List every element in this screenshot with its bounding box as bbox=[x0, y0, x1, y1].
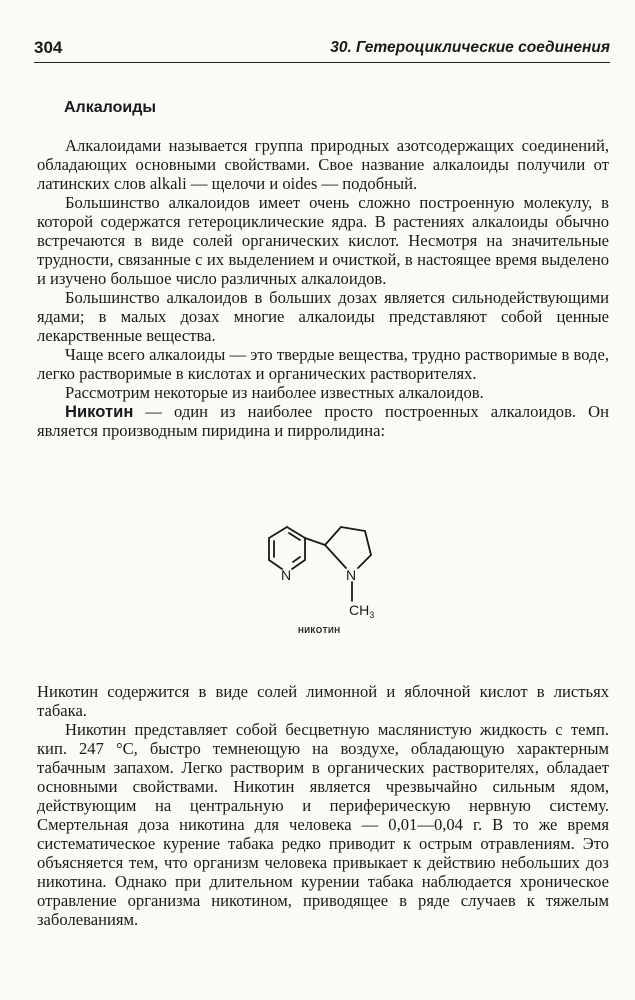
paragraph-structure: Большинство алкалоидов имеет очень сложно построенную молекулу, в которой содержатся гетероциклические ядра. В растениях алкалоиды обычно встречаются в виде солей органических кислот. Несмотря на значительные трудности, связанные с их выделением и очисткой, в настоящее время выделено и изучено большое число различных алкалоидов. bbox=[37, 193, 609, 288]
paragraph-definition: Алкалоидами называется группа природных азотсодержащих соединений, обладающих основными свойствами. Свое название алкалоиды получили от латинских слов alkali — щелочи и oides — подобный. bbox=[37, 136, 609, 193]
methyl-label bbox=[349, 602, 374, 620]
page-number: 304 bbox=[34, 38, 63, 57]
page-header bbox=[34, 38, 610, 63]
paragraph-occurrence: Никотин содержится в виде солей лимонной и яблочной кислот в листьях табака. bbox=[37, 682, 609, 720]
pyridine-bond bbox=[269, 527, 287, 538]
text-block-top bbox=[37, 136, 609, 440]
methyl-carbon: CH bbox=[349, 602, 370, 618]
pyrrolidine-bond bbox=[358, 555, 371, 568]
paragraph-nicotine-properties: Никотин представляет собой бесцветную маслянистую жидкость с темп. кип. 247 °С, быстро темнеющую на воздухе, обладающую характерным табачным запахом. Легко растворим в органических растворителях, обладает основными свойствами. Никотин является чрезвычайно сильным ядом, действующим на центральную и периферическую нервную систему. Смертельная доза никотина для человека — 0,01—0,04 г. В то же время систематическое курение табака редко приводит к острым отравлениям. Это объясняется тем, что организм человека привыкает к действию небольших доз никотина. Однако при длительном курении табака наблюдается хроническое отравление организма никотином, приводящее в ряде случаев к тяжелым заболеваниям. bbox=[37, 720, 609, 929]
paragraph-toxicity: Большинство алкалоидов в больших дозах является сильнодействующими ядами; в малых дозах многие алкалоиды представляют собой ценные лекарственные вещества. bbox=[37, 288, 609, 345]
nicotine-intro-text: — один из наиболее просто построенных алкалоидов. Он является производным пиридина и пирролидина: bbox=[37, 402, 609, 440]
pyrrolidine-nitrogen: N bbox=[346, 567, 357, 583]
methyl-subscript: 3 bbox=[369, 610, 375, 620]
pyridine-double-bond bbox=[293, 557, 300, 562]
figure-caption: НИКОТИН bbox=[298, 626, 341, 635]
running-head: 30. Гетероциклические соединения bbox=[330, 39, 610, 56]
pyrrolidine-bond bbox=[365, 531, 371, 555]
paragraph-nicotine-intro bbox=[37, 402, 609, 440]
pyrrolidine-bond bbox=[325, 527, 341, 545]
nicotine-structural-formula bbox=[255, 505, 395, 623]
paragraph-overview: Рассмотрим некоторые из наиболее известных алкалоидов. bbox=[65, 383, 484, 402]
section-title: Алкалоиды bbox=[64, 99, 157, 116]
text-block-bottom bbox=[37, 682, 609, 929]
paragraph-properties: Чаще всего алкалоиды — это твердые вещества, трудно растворимые в воде, легко растворимые в кислотах и органических растворителях. bbox=[37, 345, 609, 383]
pyrrolidine-bond bbox=[325, 545, 346, 568]
ring-link-bond bbox=[305, 538, 325, 545]
term-nicotine: Никотин bbox=[65, 402, 134, 421]
nicotine-structure-figure bbox=[255, 505, 395, 645]
pyrrolidine-bond bbox=[341, 527, 365, 531]
pyridine-nitrogen: N bbox=[281, 567, 292, 583]
